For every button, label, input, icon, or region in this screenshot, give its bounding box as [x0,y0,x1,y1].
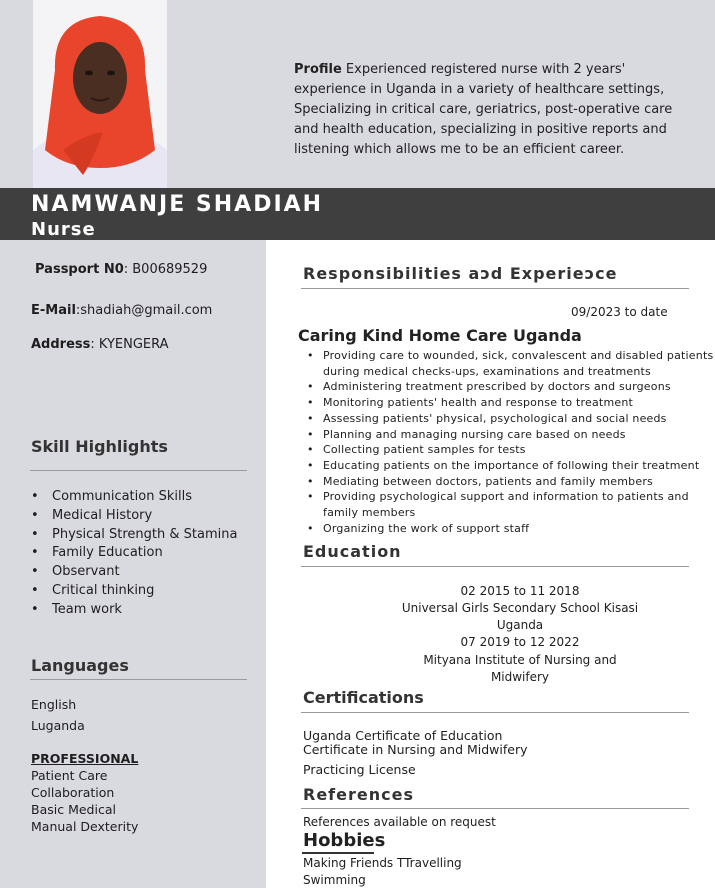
company-name: Caring Kind Home Care Uganda [298,326,582,345]
portrait-image [33,0,167,188]
languages-divider [30,679,247,680]
certification-item: Uganda Certificate of Education [303,728,503,743]
education-title: Education [303,542,402,561]
candidate-role: Nurse [31,219,96,240]
duty-item: • Organizing the work of support staff [307,521,715,537]
education-location: Uganda [496,618,544,632]
certification-item: Practicing License [303,762,416,777]
hobbies-underline [302,852,374,854]
professional-item: Manual Dexterity [31,819,139,834]
certification-item: Certificate in Nursing and Midwifery [303,742,528,757]
skill-item: • Team work [31,601,237,620]
hobby-item: Making Friends TTravelling [303,856,462,870]
profile-photo [33,0,167,188]
language-item: Luganda [31,718,85,733]
professional-title: PROFESSIONAL [31,751,139,766]
skill-item: • Medical History [31,507,237,526]
education-school: Midwifery [490,670,550,684]
references-divider [301,808,689,809]
skill-item: • Family Education [31,544,237,563]
duty-item: • Collecting patient samples for tests [307,442,715,458]
education-divider [301,566,689,567]
profile-label: Profile [294,62,342,77]
experience-divider [301,288,689,289]
skills-title: Skill Highlights [31,437,168,456]
education-school: Universal Girls Secondary School Kisasi [401,601,639,615]
candidate-name: NAMWANJE SHADIAH [31,192,324,217]
professional-item: Patient Care [31,768,108,783]
skill-item: • Observant [31,563,237,582]
professional-item: Collaboration [31,785,115,800]
skills-list [31,488,237,620]
duty-item: • Educating patients on the importance of following their treatment [307,458,715,474]
address-line [31,337,169,352]
address-value: : KYENGERA [90,337,169,352]
experience-title: Responsibilities aɔd Experieɔce [303,264,618,283]
duty-item: • Assessing patients' physical, psychological and social needs [307,411,715,427]
certifications-title: Certifications [303,688,424,707]
skill-item: • Critical thinking [31,582,237,601]
references-text: References available on request [303,815,496,829]
profile-text: Experienced registered nurse with 2 years' experience in Uganda in a variety of healthcare settings, Specializing in critical care, geriatrics, post-operative care and health education, specializing in positive reports and listening which allows me to be an efficient career. [294,62,673,157]
duty-item: • Providing psychological support and information to patients and family members [307,489,715,520]
professional-item: Basic Medical [31,802,116,817]
email-label: E-Mail [31,303,76,318]
education-dates: 07 2019 to 12 2022 [460,635,580,649]
experience-date: 09/2023 to date [571,305,668,319]
duty-item: • Planning and managing nursing care based on needs [307,427,715,443]
email-value: :shadiah@gmail.com [75,303,213,318]
languages-title: Languages [31,656,129,675]
duty-item: • Monitoring patients' health and response to treatment [307,395,715,411]
duty-item: • Providing care to wounded, sick, convalescent and disabled patients during medical checks-ups, examinations and treatments [307,348,715,379]
passport-label: Passport N0 [35,262,124,277]
education-school: Mityana Institute of Nursing and [423,653,617,667]
duties-list [307,348,715,536]
skill-item: • Communication Skills [31,488,237,507]
duty-item: • Administering treatment prescribed by doctors and surgeons [307,379,715,395]
hobby-item: Swimming [303,873,366,887]
hobbies-title: Hobbies [303,830,386,851]
email-line [31,303,212,318]
language-item: English [31,697,77,712]
profile-summary [294,60,694,160]
education-dates: 02 2015 to 11 2018 [460,584,580,598]
skill-item: • Physical Strength & Stamina [31,526,237,545]
skills-divider [30,470,247,471]
certifications-divider [301,712,689,713]
passport-line [35,262,207,277]
duty-item: • Mediating between doctors, patients and family members [307,474,715,490]
references-title: References [303,785,414,804]
passport-value: : B00689529 [123,262,208,277]
address-label: Address [31,337,91,352]
